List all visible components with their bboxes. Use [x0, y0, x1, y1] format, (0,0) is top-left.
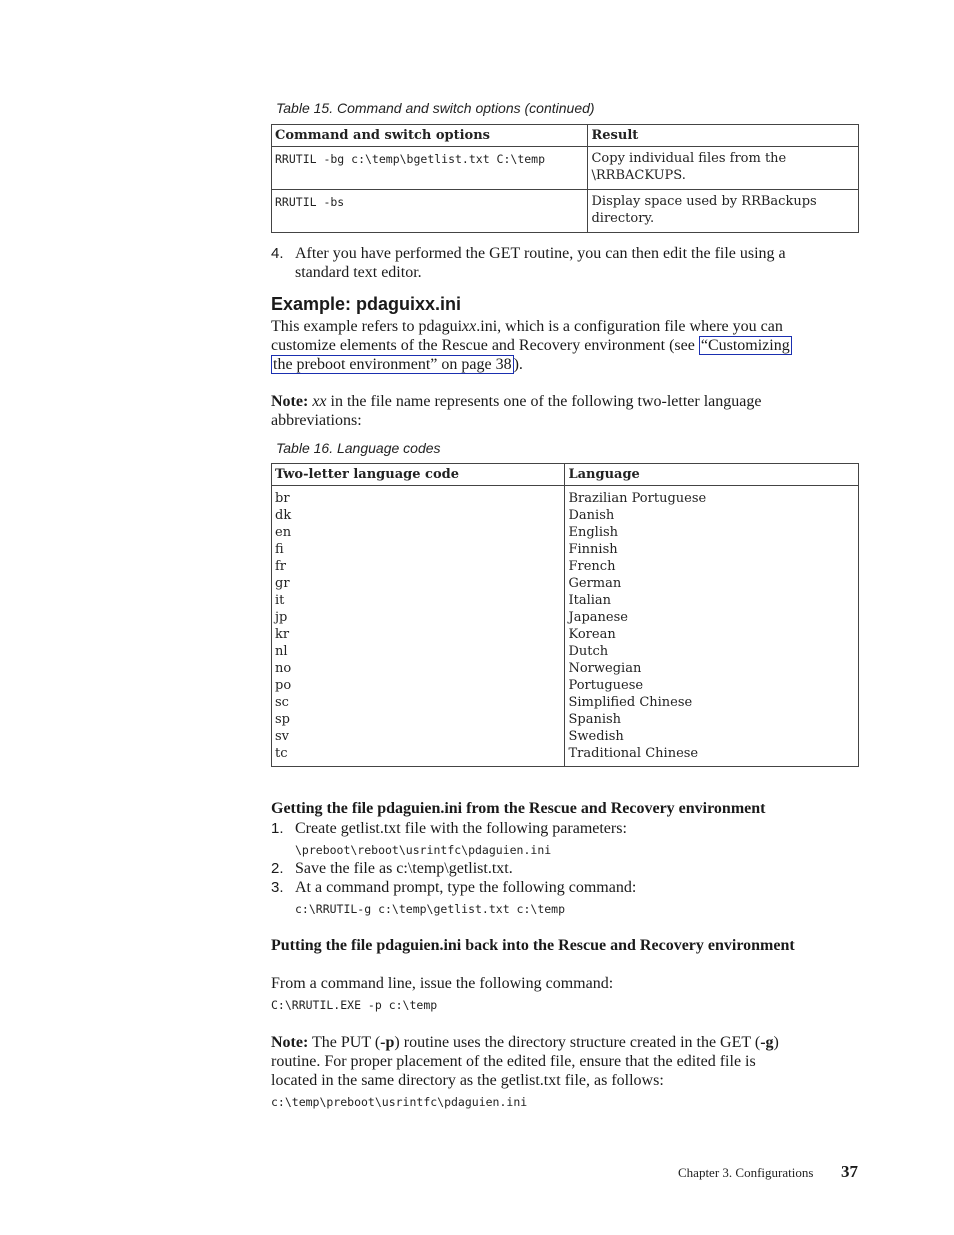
language-name: Finnish — [568, 542, 618, 557]
getting-step-1 — [271, 819, 861, 838]
edited-file-path-code: c:\temp\preboot\usrintfc\pdaguien.ini — [271, 1095, 528, 1109]
language-name: German — [568, 576, 622, 591]
language-name: Italian — [568, 593, 612, 608]
getting-heading: Getting the file pdaguien.ini from the Rescue and Recovery environment — [271, 800, 766, 817]
table16-header-code: Two-letter language code — [272, 464, 565, 486]
example-heading: Example: pdaguixx.ini — [271, 294, 462, 314]
language-name: Japanese — [568, 610, 628, 625]
language-name: Brazilian Portuguese — [568, 491, 707, 506]
note-put-routine: Note: The PUT (-p) routine uses the directory structure created in the GET (-g) routine. For proper placement of the edited file, ensure that the edited file is located in the same directory as the getlist.txt file, as follows: — [271, 1034, 779, 1089]
getting-step-2 — [271, 859, 861, 878]
table15-continued: (continued) — [524, 100, 595, 116]
language-code: fr — [275, 559, 287, 574]
language-code: tc — [275, 746, 288, 761]
language-code: fi — [275, 542, 284, 557]
language-name: Swedish — [568, 729, 624, 744]
putting-heading: Putting the file pdaguien.ini back into the Rescue and Recovery environment — [271, 937, 795, 954]
language-code: dk — [275, 508, 292, 523]
language-code: en — [275, 525, 292, 540]
language-code: gr — [275, 576, 290, 591]
table15-header-row — [272, 125, 859, 147]
table15-cell-command: RRUTIL -bg c:\temp\bgetlist.txt C:\temp — [272, 147, 588, 190]
table15-cell-command: RRUTIL -bs — [272, 190, 588, 233]
table15-cell-result: Display space used by RRBackups directory. — [588, 190, 859, 233]
table16-header-language: Language — [565, 464, 859, 486]
note-language: Note: xx in the file name represents one of the following two-letter language abbreviations: — [271, 393, 762, 429]
table15-header-result: Result — [588, 125, 859, 147]
language-code: it — [275, 593, 285, 608]
get-command-code: c:\RRUTIL-g c:\temp\getlist.txt c:\temp — [295, 902, 566, 916]
language-name: French — [568, 559, 616, 574]
language-name: Danish — [568, 508, 615, 523]
language-name: Portuguese — [568, 678, 644, 693]
language-name: Spanish — [568, 712, 622, 727]
table15-header-command: Command and switch options — [272, 125, 588, 147]
language-code: no — [275, 661, 292, 676]
table15-cell-result: Copy individual files from the \RRBACKUPS. — [588, 147, 859, 190]
language-code: po — [275, 678, 292, 693]
table15-caption: Table 15. Command and switch options (continued) — [276, 100, 595, 116]
language-code: br — [275, 491, 290, 506]
language-name: Norwegian — [568, 661, 642, 676]
language-name: Dutch — [568, 644, 609, 659]
step-text: After you have performed the GET routine, you can then edit the file using a standard text editor. — [295, 245, 786, 281]
step-text: At a command prompt, type the following command: — [295, 879, 637, 896]
step-text: Create getlist.txt file with the following parameters: — [295, 820, 627, 837]
language-code: kr — [275, 627, 290, 642]
language-code: sc — [275, 695, 289, 710]
table16-header-row — [272, 464, 859, 486]
language-name: Korean — [568, 627, 616, 642]
table15 — [271, 124, 859, 233]
language-code: jp — [275, 610, 288, 625]
step-4 — [271, 244, 861, 282]
step-number: 4. — [271, 245, 284, 262]
step-number: 1. — [271, 820, 284, 837]
putting-intro: From a command line, issue the following command: — [271, 975, 614, 992]
footer-chapter: Chapter 3. Configurations — [678, 1165, 814, 1180]
table-row — [272, 486, 859, 767]
language-code: sv — [275, 729, 290, 744]
cross-reference-link[interactable]: “Customizing — [700, 337, 790, 354]
note-label: Note: — [271, 1034, 309, 1051]
example-paragraph: This example refers to pdaguixx.ini, which is a configuration file where you can customize elements of the Rescue and Recovery environment (see “Customizing the preboot environment” on page 38 ). — [271, 318, 790, 373]
note-label: Note: — [271, 393, 309, 410]
getting-step-3 — [271, 878, 861, 897]
language-name-list — [565, 486, 859, 767]
page-number: 37 — [841, 1162, 858, 1181]
language-code: nl — [275, 644, 288, 659]
getlist-parameter-code: \preboot\reboot\usrintfc\pdaguien.ini — [295, 843, 552, 857]
step-number: 3. — [271, 879, 284, 896]
language-name: English — [568, 525, 619, 540]
table16 — [271, 463, 859, 767]
step-text: Save the file as c:\temp\getlist.txt. — [295, 860, 513, 877]
language-name: Simplified Chinese — [568, 695, 693, 710]
language-name: Traditional Chinese — [568, 746, 699, 761]
cross-reference-link-cont[interactable]: the preboot environment” on page 38 — [273, 356, 512, 373]
language-code: sp — [275, 712, 290, 727]
put-command-code: C:\RRUTIL.EXE -p c:\temp — [271, 998, 438, 1012]
table-row — [272, 190, 859, 233]
table-row — [272, 147, 859, 190]
language-code-list — [272, 486, 565, 767]
step-number: 2. — [271, 860, 284, 877]
table16-caption: Table 16. Language codes — [276, 440, 441, 456]
